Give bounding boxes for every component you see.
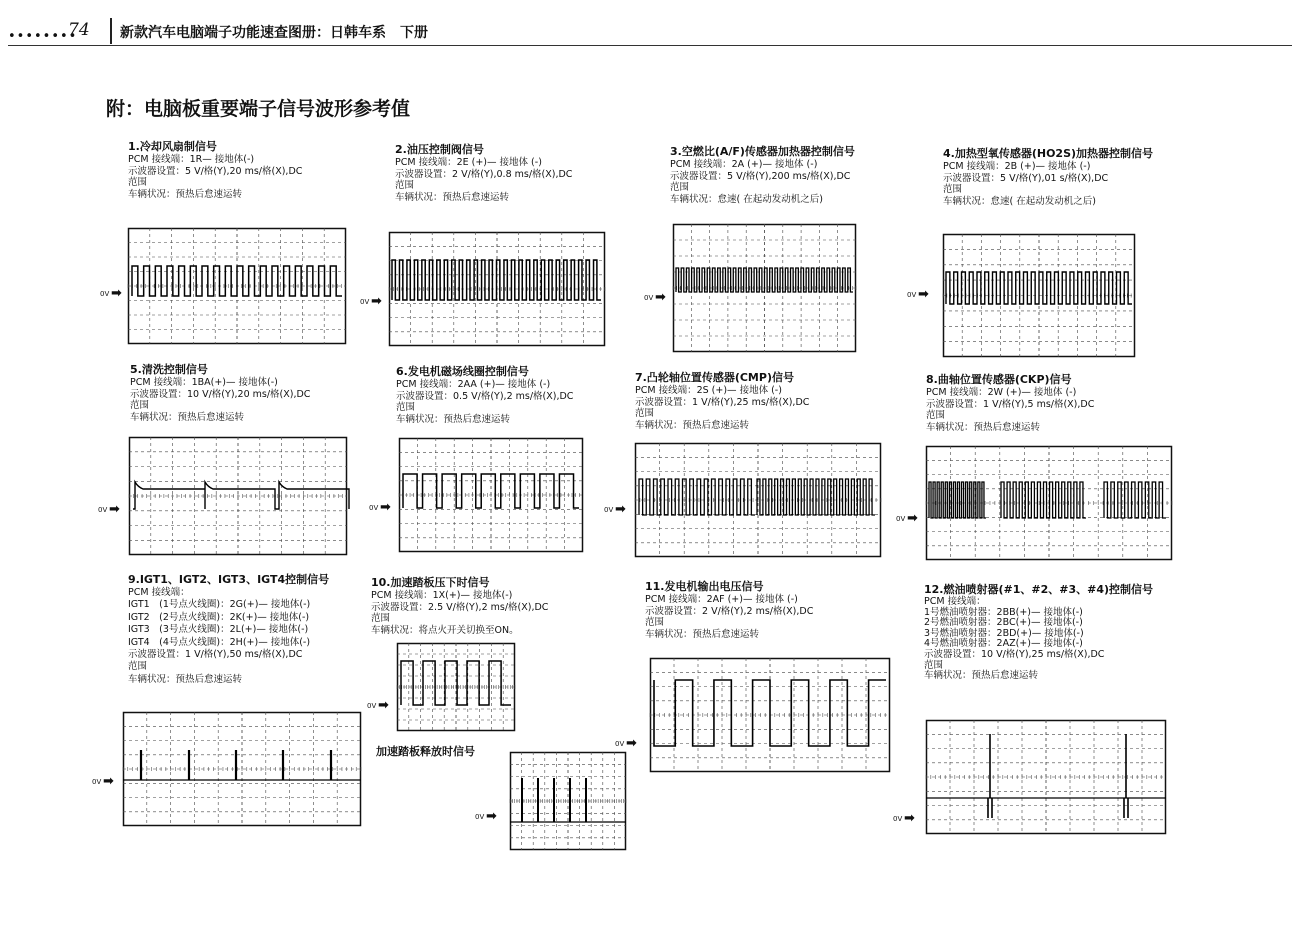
panel-11-text xyxy=(645,580,813,640)
panel-line: 范围 xyxy=(645,617,665,628)
scope-9 xyxy=(123,712,361,826)
arrow-icon: ➡ xyxy=(486,809,497,824)
panel-line: 范围 xyxy=(371,613,391,624)
panel-line: PCM 接线端：2E (+)— 接地体 (-) xyxy=(395,157,542,168)
arrow-icon: ➡ xyxy=(907,511,918,526)
panel-line: PCM 接线端：1BA(+)— 接地体(-) xyxy=(130,377,278,388)
panel-line: 范围 xyxy=(396,402,416,413)
header-rule xyxy=(8,45,1292,46)
panel-6-text xyxy=(396,365,573,425)
scope-1 xyxy=(128,228,346,344)
panel-title: 10.加速踏板压下时信号 xyxy=(371,576,490,589)
panel-line: PCM 接线端：2W (+)— 接地体 (-) xyxy=(926,387,1077,398)
panel-line: PCM 接线端：2A (+)— 接地体 (-) xyxy=(670,159,818,170)
panel-line: PCM 接线端：1X(+)— 接地体(-) xyxy=(371,590,513,601)
scope-6 xyxy=(399,438,583,552)
zero-label: 0V xyxy=(893,815,903,823)
panel-line: 车辆状况：预热后怠速运转 xyxy=(396,413,511,425)
arrow-icon: ➡ xyxy=(380,500,391,515)
page-number: 74 xyxy=(68,20,90,40)
zero-label: 0V xyxy=(604,506,614,514)
arrow-icon: ➡ xyxy=(918,287,929,302)
panel-line: 范围 xyxy=(395,180,415,191)
scope-11 xyxy=(650,658,890,772)
panel-line: 示波器设置：5 V/格(Y),20 ms/格(X),DC xyxy=(128,165,303,177)
panel-line: 3号燃油喷射器：2BD(+)— 接地体(-) xyxy=(924,627,1084,639)
panel-line: 1号燃油喷射器：2BB(+)— 接地体(-) xyxy=(924,606,1083,618)
panel-10-text xyxy=(371,576,548,636)
panel-line: 车辆状况：怠速( 在起动发动机之后) xyxy=(943,195,1096,207)
header-divider xyxy=(110,18,112,44)
header-dots: •••••••• xyxy=(8,29,78,44)
panel-2-text xyxy=(395,143,572,203)
zero-label: 0V xyxy=(100,290,110,298)
zero-label: 0V xyxy=(615,740,625,748)
panel-title: 12.燃油喷射器(#1、#2、#3、#4)控制信号 xyxy=(924,583,1154,596)
scope-3 xyxy=(673,224,856,352)
panel-line: 示波器设置：2 V/格(Y),0.8 ms/格(X),DC xyxy=(395,168,573,180)
panel-line: 示波器设置：5 V/格(Y),200 ms/格(X),DC xyxy=(670,170,851,182)
panel-8-text xyxy=(926,373,1094,433)
panel-line: 车辆状况：预热后怠速运转 xyxy=(645,628,760,640)
panel-line: 车辆状况：预热后怠速运转 xyxy=(130,411,245,423)
panel-line: 车辆状况：预热后怠速运转 xyxy=(128,673,243,685)
panel-title: 5.清洗控制信号 xyxy=(130,363,208,376)
arrow-icon: ➡ xyxy=(904,811,915,826)
panel-line: 4号燃油喷射器：2AZ(+)— 接地体(-) xyxy=(924,638,1083,650)
scope-7 xyxy=(635,443,881,557)
scope-2 xyxy=(389,232,605,346)
panel-4-text xyxy=(943,147,1153,207)
panel-line: PCM 接线端：2AF (+)— 接地体 (-) xyxy=(645,594,798,605)
panel-line: 车辆状况：预热后怠速运转 xyxy=(635,419,750,431)
panel-title: 11.发电机输出电压信号 xyxy=(645,580,764,593)
panel-line: 范围 xyxy=(670,182,690,193)
zero-label: 0V xyxy=(896,515,906,523)
panel-title: 3.空燃比(A/F)传感器加热器控制信号 xyxy=(670,145,855,158)
zero-label: 0V xyxy=(98,506,108,514)
panel-line: 示波器设置：1 V/格(Y),50 ms/格(X),DC xyxy=(128,649,303,661)
panel-line: 车辆状况：预热后怠速运转 xyxy=(924,670,1039,682)
scope-12 xyxy=(926,720,1166,834)
panel-line: 范围 xyxy=(128,177,148,188)
panel-line: IGT1 (1号点火线圈)：2G(+)— 接地体(-) xyxy=(128,599,311,611)
release-signal-title: 加速踏板释放时信号 xyxy=(376,745,475,758)
panel-line: 范围 xyxy=(943,184,963,195)
panel-line: 范围 xyxy=(128,661,148,673)
panel-title: 8.曲轴位置传感器(CKP)信号 xyxy=(926,373,1072,386)
panel-line: 示波器设置：10 V/格(Y),20 ms/格(X),DC xyxy=(130,388,311,400)
panel-title: 7.凸轮轴位置传感器(CMP)信号 xyxy=(635,371,794,384)
panel-line: 示波器设置：0.5 V/格(Y),2 ms/格(X),DC xyxy=(396,390,574,402)
zero-label: 0V xyxy=(369,504,379,512)
panel-5-text xyxy=(130,363,310,423)
panel-line: IGT4 (4号点火线圈)：2H(+)— 接地体(-) xyxy=(128,636,311,648)
panel-1-text xyxy=(128,140,302,200)
zero-label: 0V xyxy=(475,813,485,821)
panel-line: 车辆状况：怠速( 在起动发动机之后) xyxy=(670,193,823,205)
panel-line: PCM 接线端：2S (+)— 接地体 (-) xyxy=(635,385,782,396)
arrow-icon: ➡ xyxy=(111,286,122,301)
panel-line: IGT2 (2号点火线圈)：2K(+)— 接地体(-) xyxy=(128,611,310,623)
scope-10 xyxy=(397,643,515,731)
scope-10b xyxy=(510,752,626,850)
panel-7-text xyxy=(635,371,809,431)
zero-label: 0V xyxy=(367,702,377,710)
arrow-icon: ➡ xyxy=(655,290,666,305)
panel-title: 9.IGT1、IGT2、IGT3、IGT4控制信号 xyxy=(128,573,330,586)
panel-line: PCM 接线端： xyxy=(924,596,986,607)
book-title: 新款汽车电脑端子功能速查图册：日韩车系 下册 xyxy=(120,25,428,41)
panel-12-text xyxy=(924,583,1153,682)
zero-label: 0V xyxy=(360,298,370,306)
panel-line: 车辆状况：预热后怠速运转 xyxy=(395,191,510,203)
panel-line: 车辆状况：预热后怠速运转 xyxy=(128,188,243,200)
panel-line: PCM 接线端： xyxy=(128,587,190,598)
panel-line: 示波器设置：10 V/格(Y),25 ms/格(X),DC xyxy=(924,648,1105,660)
scope-5 xyxy=(129,437,347,555)
zero-label: 0V xyxy=(644,294,654,302)
panel-line: 车辆状况：预热后怠速运转 xyxy=(926,421,1041,433)
scope-4 xyxy=(943,234,1135,357)
panel-title: 1.冷却风扇制信号 xyxy=(128,140,217,153)
panel-title: 4.加热型氧传感器(HO2S)加热器控制信号 xyxy=(943,147,1154,160)
panel-line: 2号燃油喷射器：2BC(+)— 接地体(-) xyxy=(924,617,1083,629)
panel-line: 车辆状况：将点火开关切换至ON。 xyxy=(371,624,519,636)
panel-line: 范围 xyxy=(926,410,946,421)
zero-label: 0V xyxy=(907,291,917,299)
panel-line: PCM 接线端：2AA (+)— 接地体 (-) xyxy=(396,379,551,390)
panel-title: 2.油压控制阀信号 xyxy=(395,143,484,156)
panel-title: 6.发电机磁场线圈控制信号 xyxy=(396,365,529,378)
panel-3-text xyxy=(670,145,855,205)
panel-line: 示波器设置：2.5 V/格(Y),2 ms/格(X),DC xyxy=(371,601,549,613)
arrow-icon: ➡ xyxy=(109,502,120,517)
panel-line: PCM 接线端：2B (+)— 接地体 (-) xyxy=(943,161,1091,172)
panel-line: 示波器设置：5 V/格(Y),01 s/格(X),DC xyxy=(943,172,1109,184)
arrow-icon: ➡ xyxy=(615,502,626,517)
arrow-icon: ➡ xyxy=(371,294,382,309)
section-title: 附：电脑板重要端子信号波形参考值 xyxy=(106,98,411,120)
arrow-icon: ➡ xyxy=(103,774,114,789)
scope-8 xyxy=(926,446,1172,560)
panel-line: 示波器设置：1 V/格(Y),5 ms/格(X),DC xyxy=(926,398,1095,410)
panel-line: IGT3 (3号点火线圈)：2L(+)— 接地体(-) xyxy=(128,624,309,636)
arrow-icon: ➡ xyxy=(626,736,637,751)
panel-line: 范围 xyxy=(924,659,944,671)
panel-line: 范围 xyxy=(130,400,150,411)
panel-9-text xyxy=(128,573,329,686)
panel-line: 范围 xyxy=(635,408,655,419)
panel-line: 示波器设置：2 V/格(Y),2 ms/格(X),DC xyxy=(645,605,814,617)
panel-line: 示波器设置：1 V/格(Y),25 ms/格(X),DC xyxy=(635,396,810,408)
arrow-icon: ➡ xyxy=(378,698,389,713)
zero-label: 0V xyxy=(92,778,102,786)
panel-line: PCM 接线端：1R— 接地体(-) xyxy=(128,154,255,165)
